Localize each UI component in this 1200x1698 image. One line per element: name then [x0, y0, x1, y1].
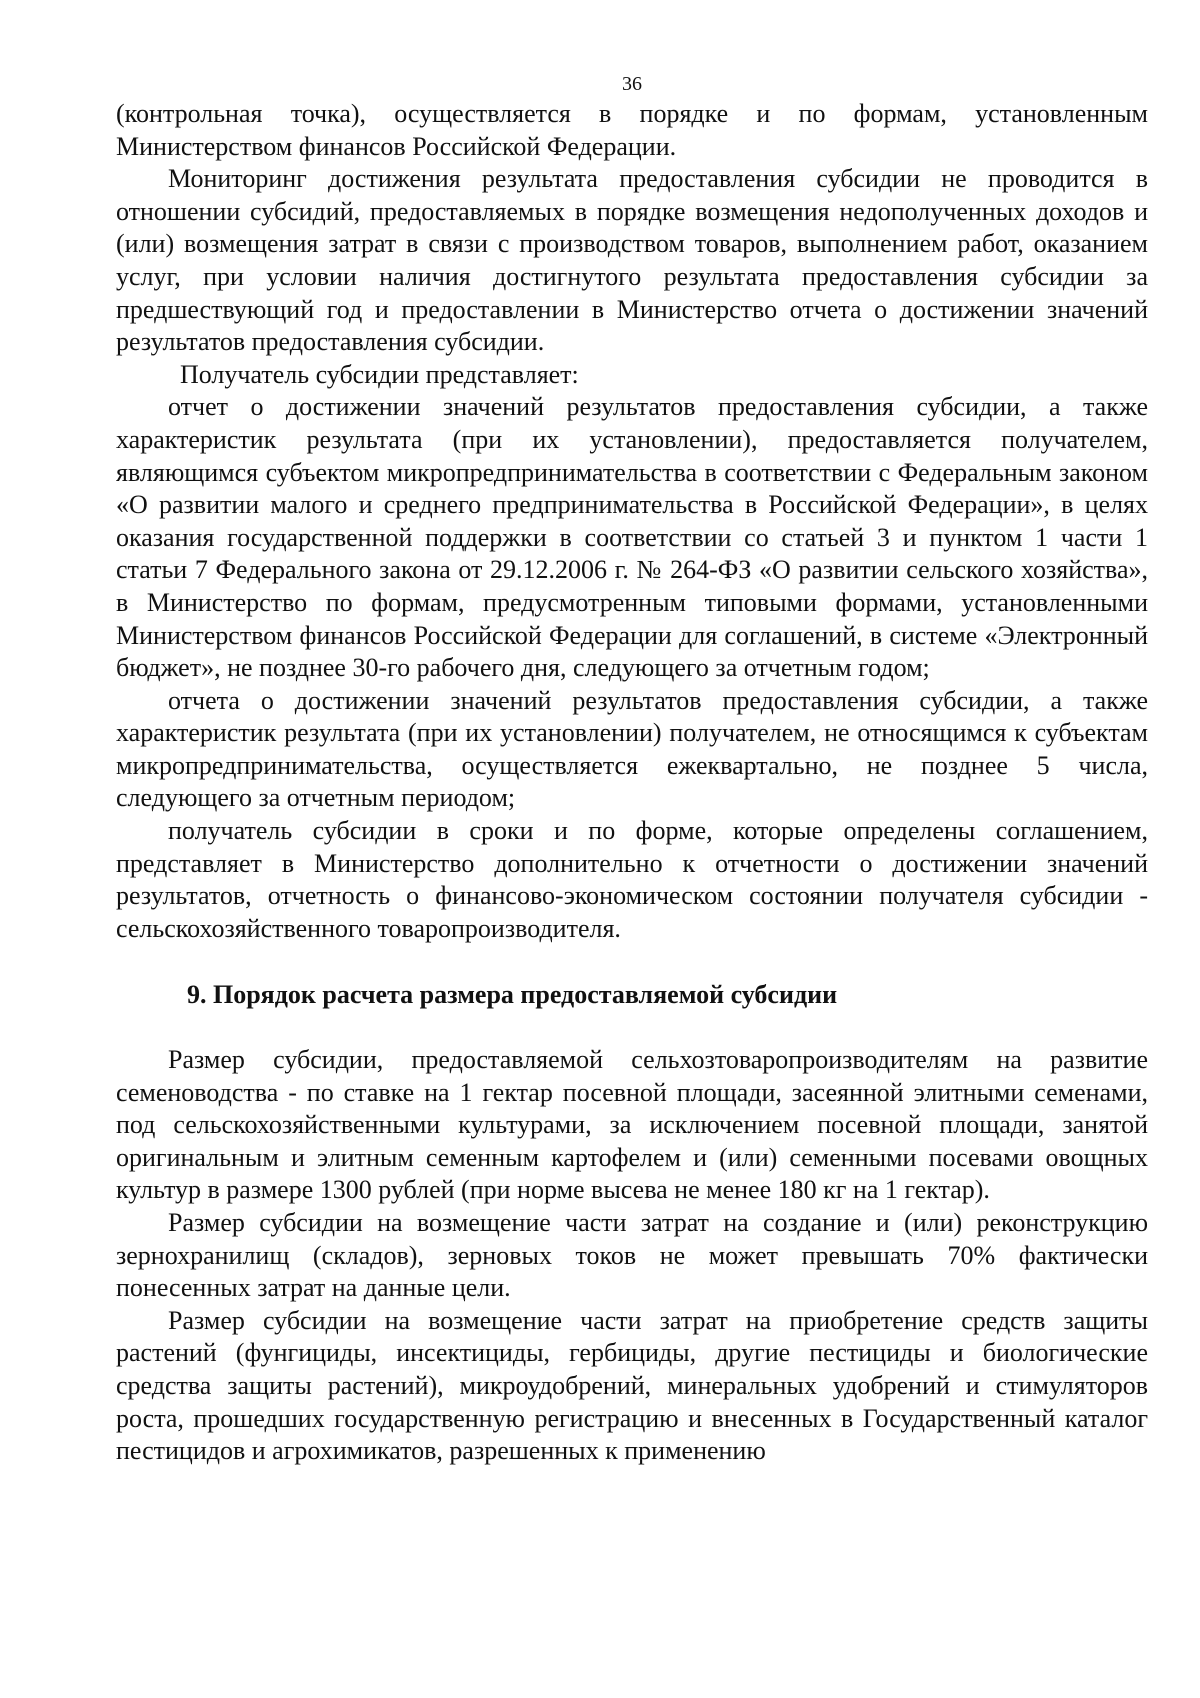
paragraph-continuation: (контрольная точка), осуществляется в порядке и по формам, установленным Министерством финансов Российской Федерации.: [116, 99, 1148, 161]
paragraph-financial-report: получатель субсидии в сроки и по форме, которые определены соглашением, представляет в Министерство дополнительно к отчетности о достижении значений результатов, отчетность о финансово-экономическом состоянии получателя субсидии - сельскохозяйственного товаропроизводителя.: [116, 816, 1148, 943]
page-number: 36: [622, 73, 642, 95]
section-heading: 9. Порядок расчета размера предоставляемой субсидии: [187, 980, 838, 1010]
paragraph-monitoring: Мониторинг достижения результата предоставления субсидии не проводится в отношении субсидий, предоставляемых в порядке возмещения недополученных доходов и (или) возмещения затрат в связи с производством товаров, выполнением работ, оказанием услуг, при условии наличия достигнутого результата предоставления субсидии за предшествующий год и предоставлении в Министерство отчета о достижении значений результатов предоставления субсидии.: [116, 164, 1148, 357]
paragraph-recipient-submits: Получатель субсидии представляет:: [180, 359, 579, 389]
paragraph-plant-protection-subsidy: Размер субсидии на возмещение части затрат на приобретение средств защиты растений (фунгициды, инсектициды, гербициды, другие пестициды и биологические средства защиты растений), микроудобрений, минеральных удобрений и стимуляторов роста, прошедших государственную регистрацию и внесенных в Государственный каталог пестицидов и агрохимикатов, разрешенных к применению: [116, 1305, 1148, 1466]
paragraph-granary-subsidy: Размер субсидии на возмещение части затрат на создание и (или) реконструкцию зернохранилищ (складов), зерновых токов не может превышать 70% фактически понесенных затрат на данные цели.: [116, 1208, 1148, 1303]
paragraph-seed-subsidy: Размер субсидии, предоставляемой сельхозтоваропроизводителям на развитие семеноводства - по ставке на 1 гектар посевной площади, засеянной элитными семенами, под сельскохозяйственными культурами, за исключением посевной площади, занятой оригинальным и элитным семенным картофелем и (или) семенными посевами овощных культур в размере 1300 рублей (при норме высева не менее 180 кг на 1 гектар).: [116, 1045, 1148, 1205]
paragraph-report-non-micro: отчета о достижении значений результатов предоставления субсидии, а также характеристик результата (при их установлении) получателем, не относящимся к субъектам микропредпринимательства, осуществляется ежеквартально, не позднее 5 числа, следующего за отчетным периодом;: [116, 685, 1148, 813]
paragraph-report-micro: отчет о достижении значений результатов предоставления субсидии, а также характеристик результата (при их установлении), предоставляется получателем, являющимся субъектом микропредпринимательства в соответствии с Федеральным законом «О развитии малого и среднего предпринимательства в Российской Федерации», в целях оказания государственной поддержки в соответствии со статьей 3 и пунктом 1 части 1 статьи 7 Федерального закона от 29.12.2006 г. № 264-ФЗ «О развитии сельского хозяйства», в Министерство по формам, предусмотренным типовыми формами, установленными Министерством финансов Российской Федерации для соглашений, в системе «Электронный бюджет», не позднее 30-го рабочего дня, следующего за отчетным годом;: [116, 392, 1148, 683]
